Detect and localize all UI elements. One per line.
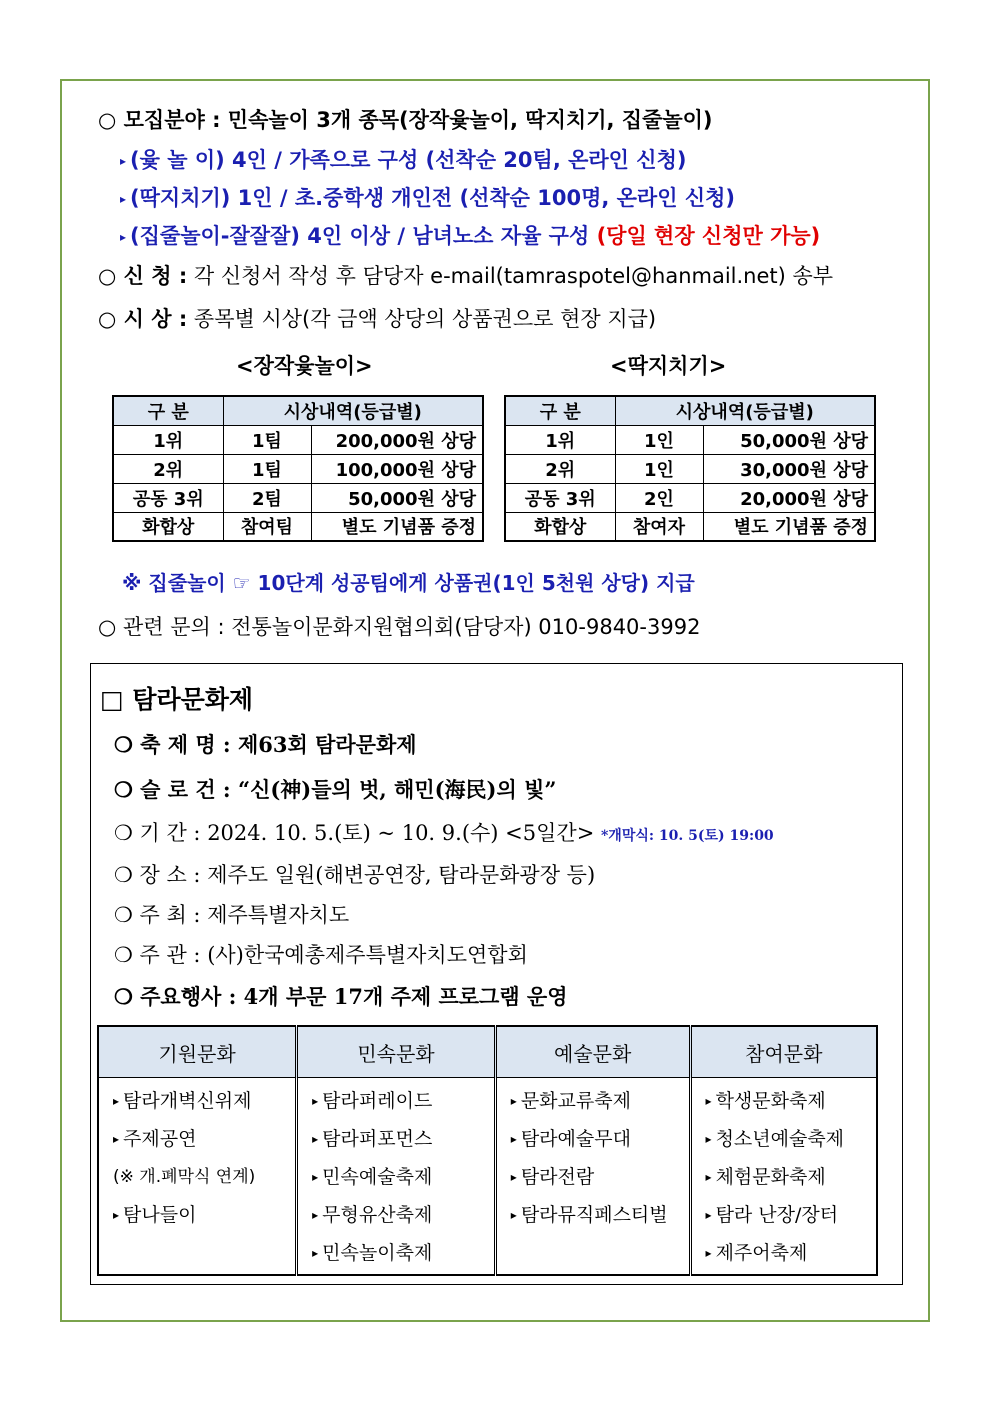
list-item: ▸ 문화교류축제: [510, 1090, 631, 1112]
list-item: ▸ 민속놀이축제: [312, 1242, 433, 1264]
prize-cell: 50,000원 상당: [311, 483, 483, 512]
list-item: ▸ 무형유산축제: [312, 1204, 433, 1226]
festival-period-row: ❍ 기 간 : 2024. 10. 5.(토) ~ 10. 9.(수) <5일간> *개막식: 10. 5(토) 19:00: [114, 821, 774, 845]
table-header-row: [505, 396, 875, 425]
triangle-bullet-icon: ▸: [705, 1208, 712, 1222]
recruit-yut: ▸ (윷 놀 이) 4인 / 가족으로 구성 (선착순 20팀, 온라인 신청): [120, 148, 687, 172]
opening-note: *개막식: 10. 5(토) 19:00: [600, 828, 774, 844]
list-item: ▸ 탐나들이: [113, 1204, 197, 1226]
events-header-row: [98, 1026, 877, 1078]
triangle-bullet-icon: ▸: [120, 192, 127, 206]
unit-cell: 1팀: [223, 425, 311, 454]
table-row: [113, 512, 483, 541]
list-item: ▸ 탐라 난장/장터: [705, 1204, 839, 1226]
prize-cell: 50,000원 상당: [703, 425, 875, 454]
list-item: ▸ 학생문화축제: [705, 1090, 826, 1112]
list-item: ▸ 주제공연: [113, 1128, 197, 1150]
list-item: ▸ 탐라퍼포먼스: [312, 1128, 433, 1150]
triangle-bullet-icon: ▸: [312, 1132, 319, 1146]
table-row: [113, 483, 483, 512]
table-row: [505, 425, 875, 454]
festival-heading: □ 탐라문화제: [100, 685, 254, 714]
recruit-ddakji: ▸ (딱지치기) 1인 / 초.중학생 개인전 (선착순 100명, 온라인 신청): [120, 186, 735, 210]
participation-culture-items: [690, 1078, 877, 1276]
prize-cell: 20,000원 상당: [703, 483, 875, 512]
festival-name-row: ❍ 축 제 명 : 제63회 탐라문화제: [114, 732, 417, 757]
column-header-participation-culture: 참여문화: [690, 1026, 877, 1078]
unit-cell: 2인: [615, 483, 703, 512]
triangle-bullet-icon: ▸: [113, 1132, 120, 1146]
events-table: [97, 1025, 878, 1276]
column-header-folk-culture: 민속문화: [297, 1026, 496, 1078]
list-item: ▸ 청소년예술축제: [705, 1128, 845, 1150]
prize-cell: 30,000원 상당: [703, 454, 875, 483]
table-row: [113, 454, 483, 483]
festival-host-row: ❍ 주 최 : 제주특별자치도: [114, 903, 350, 927]
unit-cell: 참여자: [615, 512, 703, 541]
folk-culture-items: [297, 1078, 496, 1276]
triangle-bullet-icon: ▸: [113, 1094, 120, 1108]
triangle-bullet-icon: ▸: [312, 1170, 319, 1184]
table-row: [505, 512, 875, 541]
unit-cell: 1팀: [223, 454, 311, 483]
header-division: 구 분: [113, 396, 223, 425]
festival-organizer-row: ❍ 주 관 : (사)한국예총제주특별자치도연합회: [114, 943, 528, 967]
rank-cell: 화합상: [505, 512, 615, 541]
art-culture-items: [495, 1078, 690, 1276]
inquiry-line: ○ 관련 문의 : 전통놀이문화지원협의회(담당자) 010-9840-3992: [98, 615, 701, 639]
list-item: ▸ 민속예술축제: [312, 1166, 433, 1188]
triangle-bullet-icon: ▸: [705, 1170, 712, 1184]
rank-cell: 2위: [113, 454, 223, 483]
column-header-art-culture: 예술문화: [495, 1026, 690, 1078]
award-line: ○ 시 상 : 종목별 시상(각 금액 상당의 상품권으로 현장 지급): [98, 307, 657, 331]
festival-events-row: ❍ 주요행사 : 4개 부문 17개 주제 프로그램 운영: [114, 984, 568, 1009]
list-item-note: (※ 개.폐막식 연계): [113, 1167, 256, 1187]
prize-cell: 별도 기념품 증정: [703, 512, 875, 541]
triangle-bullet-icon: ▸: [510, 1094, 517, 1108]
header-prize-detail: 시상내역(등급별): [223, 396, 483, 425]
festival-slogan-row: ❍ 슬 로 건 : “신(神)들의 벗, 해민(海民)의 빛”: [114, 777, 557, 802]
list-item: ▸ 체험문화축제: [705, 1166, 826, 1188]
yut-table-title: <장작윷놀이>: [236, 354, 373, 378]
table-row: [505, 454, 875, 483]
triangle-bullet-icon: ▸: [510, 1132, 517, 1146]
triangle-bullet-icon: ▸: [510, 1170, 517, 1184]
unit-cell: 1인: [615, 454, 703, 483]
prayer-culture-items: [98, 1078, 297, 1276]
ddakji-prize-table: [504, 395, 876, 542]
triangle-bullet-icon: ▸: [705, 1246, 712, 1260]
list-item: ▸ 탐라예술무대: [510, 1128, 631, 1150]
list-item: ▸ 탐라전람: [510, 1166, 595, 1188]
triangle-bullet-icon: ▸: [510, 1208, 517, 1222]
recruit-title: ○ 모집분야 : 민속놀이 3개 종목(장작윷놀이, 딱지치기, 집줄놀이): [98, 108, 713, 132]
triangle-bullet-icon: ▸: [113, 1208, 120, 1222]
rank-cell: 1위: [505, 425, 615, 454]
triangle-bullet-icon: ▸: [312, 1094, 319, 1108]
ddakji-table-title: <딱지치기>: [610, 354, 727, 378]
yut-prize-table: [112, 395, 484, 542]
unit-cell: 참여팀: [223, 512, 311, 541]
list-item: ▸ 제주어축제: [705, 1242, 808, 1264]
triangle-bullet-icon: ▸: [120, 230, 127, 244]
prize-cell: 200,000원 상당: [311, 425, 483, 454]
unit-cell: 2팀: [223, 483, 311, 512]
events-body-row: [98, 1078, 877, 1276]
prize-cell: 별도 기념품 증정: [311, 512, 483, 541]
column-header-prayer-culture: 기원문화: [98, 1026, 297, 1078]
apply-line: ○ 신 청 : 각 신청서 작성 후 담당자 e-mail(tamraspotel@hanmail.net) 송부: [98, 264, 834, 288]
header-prize-detail: 시상내역(등급별): [615, 396, 875, 425]
rank-cell: 화합상: [113, 512, 223, 541]
list-item: ▸ 탐라퍼레이드: [312, 1090, 433, 1112]
header-division: 구 분: [505, 396, 615, 425]
rank-cell: 공동 3위: [113, 483, 223, 512]
recruit-jipjul: ▸ (집줄놀이-잘잘잘) 4인 이상 / 남녀노소 자율 구성 (당일 현장 신청만 가능): [120, 224, 821, 248]
prize-cell: 100,000원 상당: [311, 454, 483, 483]
triangle-bullet-icon: ▸: [705, 1132, 712, 1146]
list-item: ▸ 탐라뮤직페스티벌: [510, 1204, 668, 1226]
triangle-bullet-icon: ▸: [120, 154, 127, 168]
table-row: [505, 483, 875, 512]
onsite-only-note: (당일 현장 신청만 가능): [596, 224, 821, 248]
table-header-row: [113, 396, 483, 425]
jipjul-award-note: ※ 집줄놀이 ☞ 10단계 성공팀에게 상품권(1인 5천원 상당) 지급: [122, 571, 695, 595]
table-row: [113, 425, 483, 454]
festival-place-row: ❍ 장 소 : 제주도 일원(해변공연장, 탐라문화광장 등): [114, 863, 596, 887]
rank-cell: 공동 3위: [505, 483, 615, 512]
triangle-bullet-icon: ▸: [312, 1246, 319, 1260]
rank-cell: 2위: [505, 454, 615, 483]
list-item: ▸ 탐라개벽신위제: [113, 1090, 252, 1112]
triangle-bullet-icon: ▸: [705, 1094, 712, 1108]
triangle-bullet-icon: ▸: [312, 1208, 319, 1222]
rank-cell: 1위: [113, 425, 223, 454]
unit-cell: 1인: [615, 425, 703, 454]
